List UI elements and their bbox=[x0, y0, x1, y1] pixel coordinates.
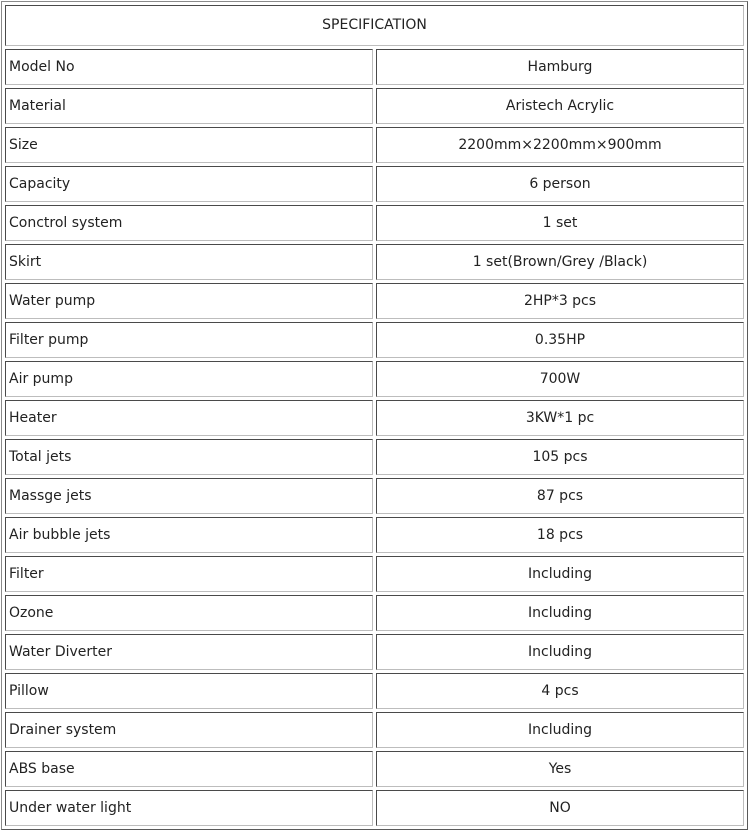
spec-value: 87 pcs bbox=[376, 478, 744, 514]
table-row bbox=[5, 283, 744, 319]
spec-label: Massge jets bbox=[5, 478, 373, 514]
spec-label: Conctrol system bbox=[5, 205, 373, 241]
spec-value: NO bbox=[376, 790, 744, 826]
table-row bbox=[5, 205, 744, 241]
spec-label: Total jets bbox=[5, 439, 373, 475]
table-row bbox=[5, 88, 744, 124]
spec-value: 18 pcs bbox=[376, 517, 744, 553]
table-row bbox=[5, 400, 744, 436]
spec-label: ABS base bbox=[5, 751, 373, 787]
table-row bbox=[5, 166, 744, 202]
spec-value: 700W bbox=[376, 361, 744, 397]
table-row bbox=[5, 361, 744, 397]
spec-label: Skirt bbox=[5, 244, 373, 280]
spec-label: Air pump bbox=[5, 361, 373, 397]
table-header: SPECIFICATION bbox=[5, 5, 744, 46]
table-row bbox=[5, 634, 744, 670]
table-row bbox=[5, 322, 744, 358]
spec-value: 2HP*3 pcs bbox=[376, 283, 744, 319]
spec-value: 0.35HP bbox=[376, 322, 744, 358]
spec-value: Including bbox=[376, 595, 744, 631]
spec-label: Material bbox=[5, 88, 373, 124]
spec-value: 1 set bbox=[376, 205, 744, 241]
spec-value: Hamburg bbox=[376, 49, 744, 85]
table-row bbox=[5, 49, 744, 85]
table-row bbox=[5, 244, 744, 280]
spec-label: Ozone bbox=[5, 595, 373, 631]
spec-value: Including bbox=[376, 556, 744, 592]
spec-label: Drainer system bbox=[5, 712, 373, 748]
spec-value: 6 person bbox=[376, 166, 744, 202]
table-row bbox=[5, 712, 744, 748]
specification-table bbox=[1, 1, 748, 830]
spec-label: Capacity bbox=[5, 166, 373, 202]
table-row bbox=[5, 556, 744, 592]
table-row bbox=[5, 673, 744, 709]
table-header-row bbox=[5, 5, 744, 46]
spec-value: 3KW*1 pc bbox=[376, 400, 744, 436]
spec-label: Heater bbox=[5, 400, 373, 436]
table-row bbox=[5, 790, 744, 826]
spec-value: 105 pcs bbox=[376, 439, 744, 475]
spec-label: Air bubble jets bbox=[5, 517, 373, 553]
spec-label: Size bbox=[5, 127, 373, 163]
spec-label: Filter bbox=[5, 556, 373, 592]
table-row bbox=[5, 751, 744, 787]
spec-label: Water pump bbox=[5, 283, 373, 319]
specification-table-body bbox=[5, 5, 744, 826]
spec-value: 2200mm×2200mm×900mm bbox=[376, 127, 744, 163]
spec-label: Filter pump bbox=[5, 322, 373, 358]
spec-value: Including bbox=[376, 634, 744, 670]
table-row bbox=[5, 439, 744, 475]
table-row bbox=[5, 595, 744, 631]
spec-value: 1 set(Brown/Grey /Black) bbox=[376, 244, 744, 280]
table-row bbox=[5, 517, 744, 553]
table-row bbox=[5, 127, 744, 163]
spec-label: Water Diverter bbox=[5, 634, 373, 670]
spec-label: Model No bbox=[5, 49, 373, 85]
spec-value: Including bbox=[376, 712, 744, 748]
spec-label: Pillow bbox=[5, 673, 373, 709]
spec-value: Aristech Acrylic bbox=[376, 88, 744, 124]
table-row bbox=[5, 478, 744, 514]
spec-label: Under water light bbox=[5, 790, 373, 826]
spec-value: 4 pcs bbox=[376, 673, 744, 709]
spec-value: Yes bbox=[376, 751, 744, 787]
